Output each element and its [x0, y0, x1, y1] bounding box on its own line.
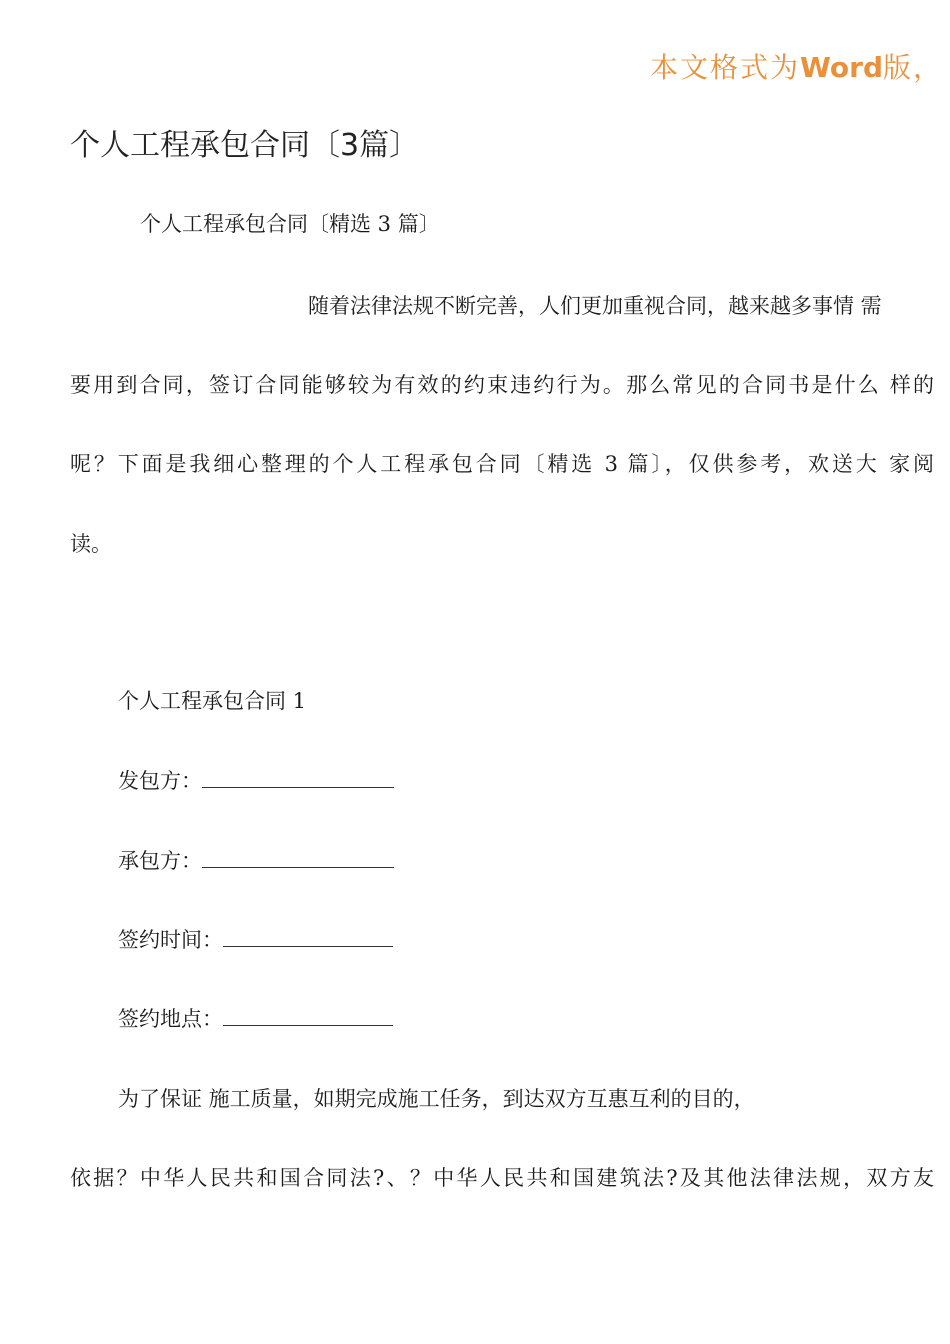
sign-place-row — [118, 1003, 393, 1033]
party-a-label: 发包方： — [118, 769, 202, 793]
document-subtitle: 个人工程承包合同〔精选 3 篇〕 — [140, 212, 440, 236]
banner-prefix: 本文格式为 — [650, 51, 801, 84]
intro-line-4: 读。 — [70, 532, 112, 556]
party-a-blank — [202, 769, 394, 788]
sign-time-label: 签约时间： — [118, 928, 223, 952]
document-title: 个人工程承包合同〔3篇〕 — [70, 128, 420, 163]
contract-body-line-2: 依据？中华人民共和国合同法?、？中华人民共和国建筑法?及其他法律法规，双方友 — [70, 1166, 934, 1190]
sign-time-row — [118, 924, 393, 954]
party-b-blank — [202, 849, 394, 868]
party-b-row — [118, 845, 394, 875]
sign-time-blank — [223, 928, 393, 947]
banner-suffix: 版， — [883, 51, 944, 84]
intro-line-3: 呢？下面是我细心整理的个人工程承包合同〔精选 3 篇〕，仅供参考，欢送大 家阅 — [70, 452, 934, 476]
party-b-label: 承包方： — [118, 849, 202, 873]
contract-body-line-1: 为了保证 施工质量，如期完成施工任务，到达双方互惠互利的目的， — [118, 1087, 755, 1111]
intro-line-2: 要用到合同，签订合同能够较为有效的约束违约行为。那么常见的合同书是什么 样的 — [70, 373, 934, 397]
banner-word: Word — [800, 51, 883, 84]
contract-1-heading: 个人工程承包合同 1 — [118, 689, 307, 713]
word-version-banner — [650, 46, 943, 86]
sign-place-label: 签约地点： — [118, 1007, 223, 1031]
party-a-row — [118, 765, 394, 795]
sign-place-blank — [223, 1007, 393, 1026]
intro-line-1: 随着法律法规不断完善，人们更加重视合同，越来越多事情 需 — [308, 294, 882, 318]
